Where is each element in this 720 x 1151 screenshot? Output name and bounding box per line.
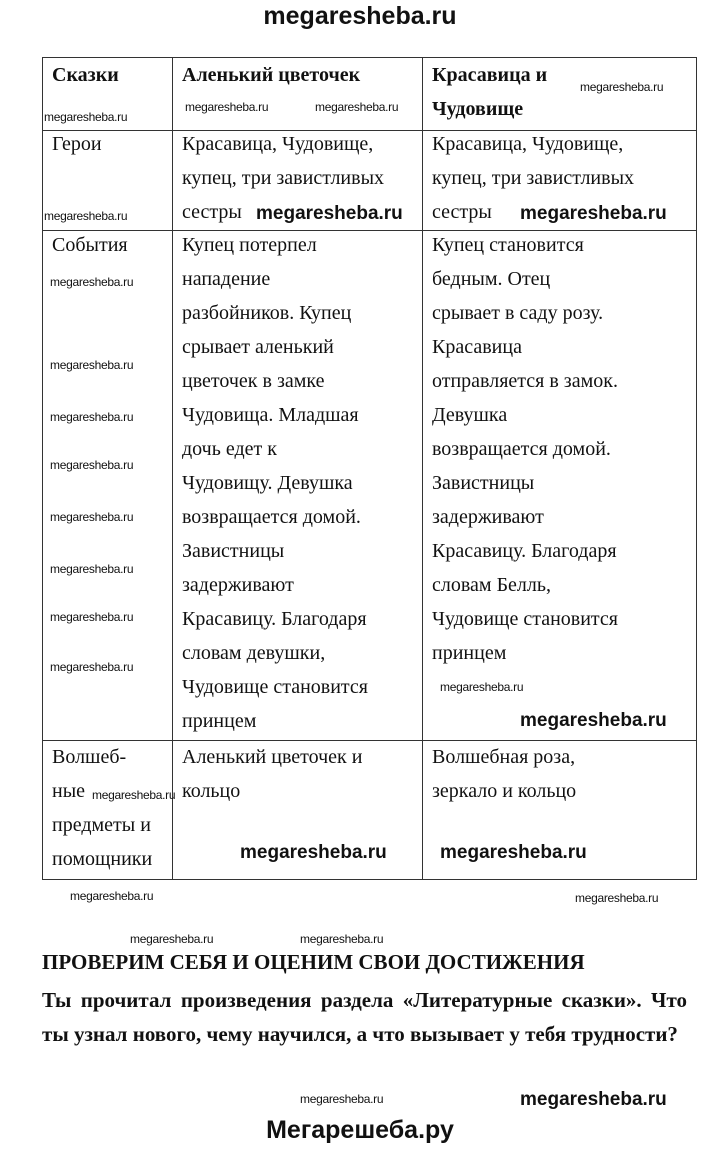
cell-line: зеркало и кольцо — [432, 780, 577, 802]
cell-line: купец, три завистливых — [182, 167, 385, 189]
watermark: megaresheba.ru — [315, 100, 399, 114]
watermark: megaresheba.ru — [50, 410, 134, 424]
header-scarlet-flower — [182, 58, 360, 92]
cell-line: принцем — [182, 710, 257, 732]
watermark: megaresheba.ru — [520, 710, 667, 731]
cell-line: Красавица — [432, 336, 522, 358]
watermark: megaresheba.ru — [520, 1089, 667, 1110]
watermark: megaresheba.ru — [50, 660, 134, 674]
watermark: megaresheba.ru — [130, 932, 214, 946]
question-text: Ты прочитал произведения раздела «Литературные сказки». Что ты узнал нового, чему научился, а что вызывает у тебя трудности? — [42, 988, 687, 1046]
section-heading: ПРОВЕРИМ СЕБЯ И ОЦЕНИМ СВОИ ДОСТИЖЕНИЯ — [42, 950, 585, 974]
cell-line: возвращается домой. — [182, 506, 361, 528]
site-title[interactable]: megaresheba.ru — [263, 2, 457, 30]
cell-line: ные — [52, 780, 86, 802]
watermark: megaresheba.ru — [185, 100, 269, 114]
cell-line: События — [52, 234, 128, 256]
cell-line: Купец становится — [432, 234, 584, 256]
watermark: megaresheba.ru — [44, 110, 128, 124]
header-beauty-beast — [432, 58, 547, 126]
row-label-magic-items — [52, 740, 152, 876]
watermark: megaresheba.ru — [50, 610, 134, 624]
row-label-events — [52, 228, 128, 262]
cell-line: цветочек в замке — [182, 370, 325, 392]
cell-line: Завистницы — [432, 472, 535, 494]
events-beauty-beast — [432, 228, 618, 670]
cell-line: Чудовище становится — [432, 608, 618, 630]
cell-line: срывает аленький — [182, 336, 334, 358]
watermark: megaresheba.ru — [240, 842, 387, 863]
cell-line: Красавица и — [432, 64, 548, 86]
cell-line: Красавицу. Благодаря — [432, 540, 617, 562]
cell-line: Чудовище становится — [182, 676, 368, 698]
cell-line: принцем — [432, 642, 507, 664]
cell-line: дочь едет к — [182, 438, 277, 460]
magic-beauty-beast — [432, 740, 576, 808]
watermark: megaresheba.ru — [50, 562, 134, 576]
cell-line: разбойников. Купец — [182, 302, 352, 324]
magic-scarlet-flower — [182, 740, 362, 808]
cell-line: Чудовищу. Девушка — [182, 472, 353, 494]
watermark: megaresheba.ru — [300, 1092, 384, 1106]
cell-line: Красавица, Чудовище, — [432, 133, 624, 155]
cell-line: Герои — [52, 133, 102, 155]
watermark: megaresheba.ru — [256, 203, 403, 224]
cell-line: Завистницы — [182, 540, 285, 562]
footer-title[interactable]: Мегарешеба.ру — [266, 1116, 454, 1144]
cell-line: срывает в саду розу. — [432, 302, 604, 324]
cell-line: купец, три завистливых — [432, 167, 635, 189]
cell-line: кольцо — [182, 780, 241, 802]
cell-line: бедным. Отец — [432, 268, 551, 290]
watermark: megaresheba.ru — [50, 458, 134, 472]
cell-line: Красавицу. Благодаря — [182, 608, 367, 630]
cell-line: предметы и — [52, 814, 151, 836]
cell-line: Аленький цветочек — [182, 64, 361, 86]
cell-line: словам девушки, — [182, 642, 326, 664]
watermark: megaresheba.ru — [440, 842, 587, 863]
cell-line: Чудовище — [432, 98, 524, 120]
watermark: megaresheba.ru — [92, 788, 176, 802]
cell-line: Чудовища. Младшая — [182, 404, 359, 426]
column-divider — [422, 57, 423, 880]
watermark: megaresheba.ru — [520, 203, 667, 224]
cell-line: сестры — [182, 201, 242, 223]
cell-line: Девушка — [432, 404, 508, 426]
watermark: megaresheba.ru — [575, 891, 659, 905]
cell-line: сестры — [432, 201, 492, 223]
cell-line: Сказки — [52, 64, 119, 86]
cell-line: Волшеб- — [52, 746, 127, 768]
cell-line: Волшебная роза, — [432, 746, 576, 768]
watermark: megaresheba.ru — [50, 275, 134, 289]
watermark: megaresheba.ru — [440, 680, 524, 694]
events-scarlet-flower — [182, 228, 368, 738]
header-tales — [52, 58, 119, 92]
cell-line: отправляется в замок. — [432, 370, 618, 392]
watermark: megaresheba.ru — [70, 889, 154, 903]
cell-line: Купец потерпел — [182, 234, 317, 256]
cell-line: Красавица, Чудовище, — [182, 133, 374, 155]
cell-line: задерживают — [182, 574, 294, 596]
cell-line: задерживают — [432, 506, 544, 528]
column-divider — [172, 57, 173, 880]
cell-line: нападение — [182, 268, 271, 290]
watermark: megaresheba.ru — [50, 358, 134, 372]
cell-line: Аленький цветочек и — [182, 746, 363, 768]
watermark: megaresheba.ru — [580, 80, 664, 94]
cell-line: помощники — [52, 848, 153, 870]
cell-line: словам Белль, — [432, 574, 552, 596]
watermark: megaresheba.ru — [44, 209, 128, 223]
watermark: megaresheba.ru — [50, 510, 134, 524]
watermark: megaresheba.ru — [300, 932, 384, 946]
cell-line: возвращается домой. — [432, 438, 611, 460]
row-label-heroes — [52, 127, 102, 161]
